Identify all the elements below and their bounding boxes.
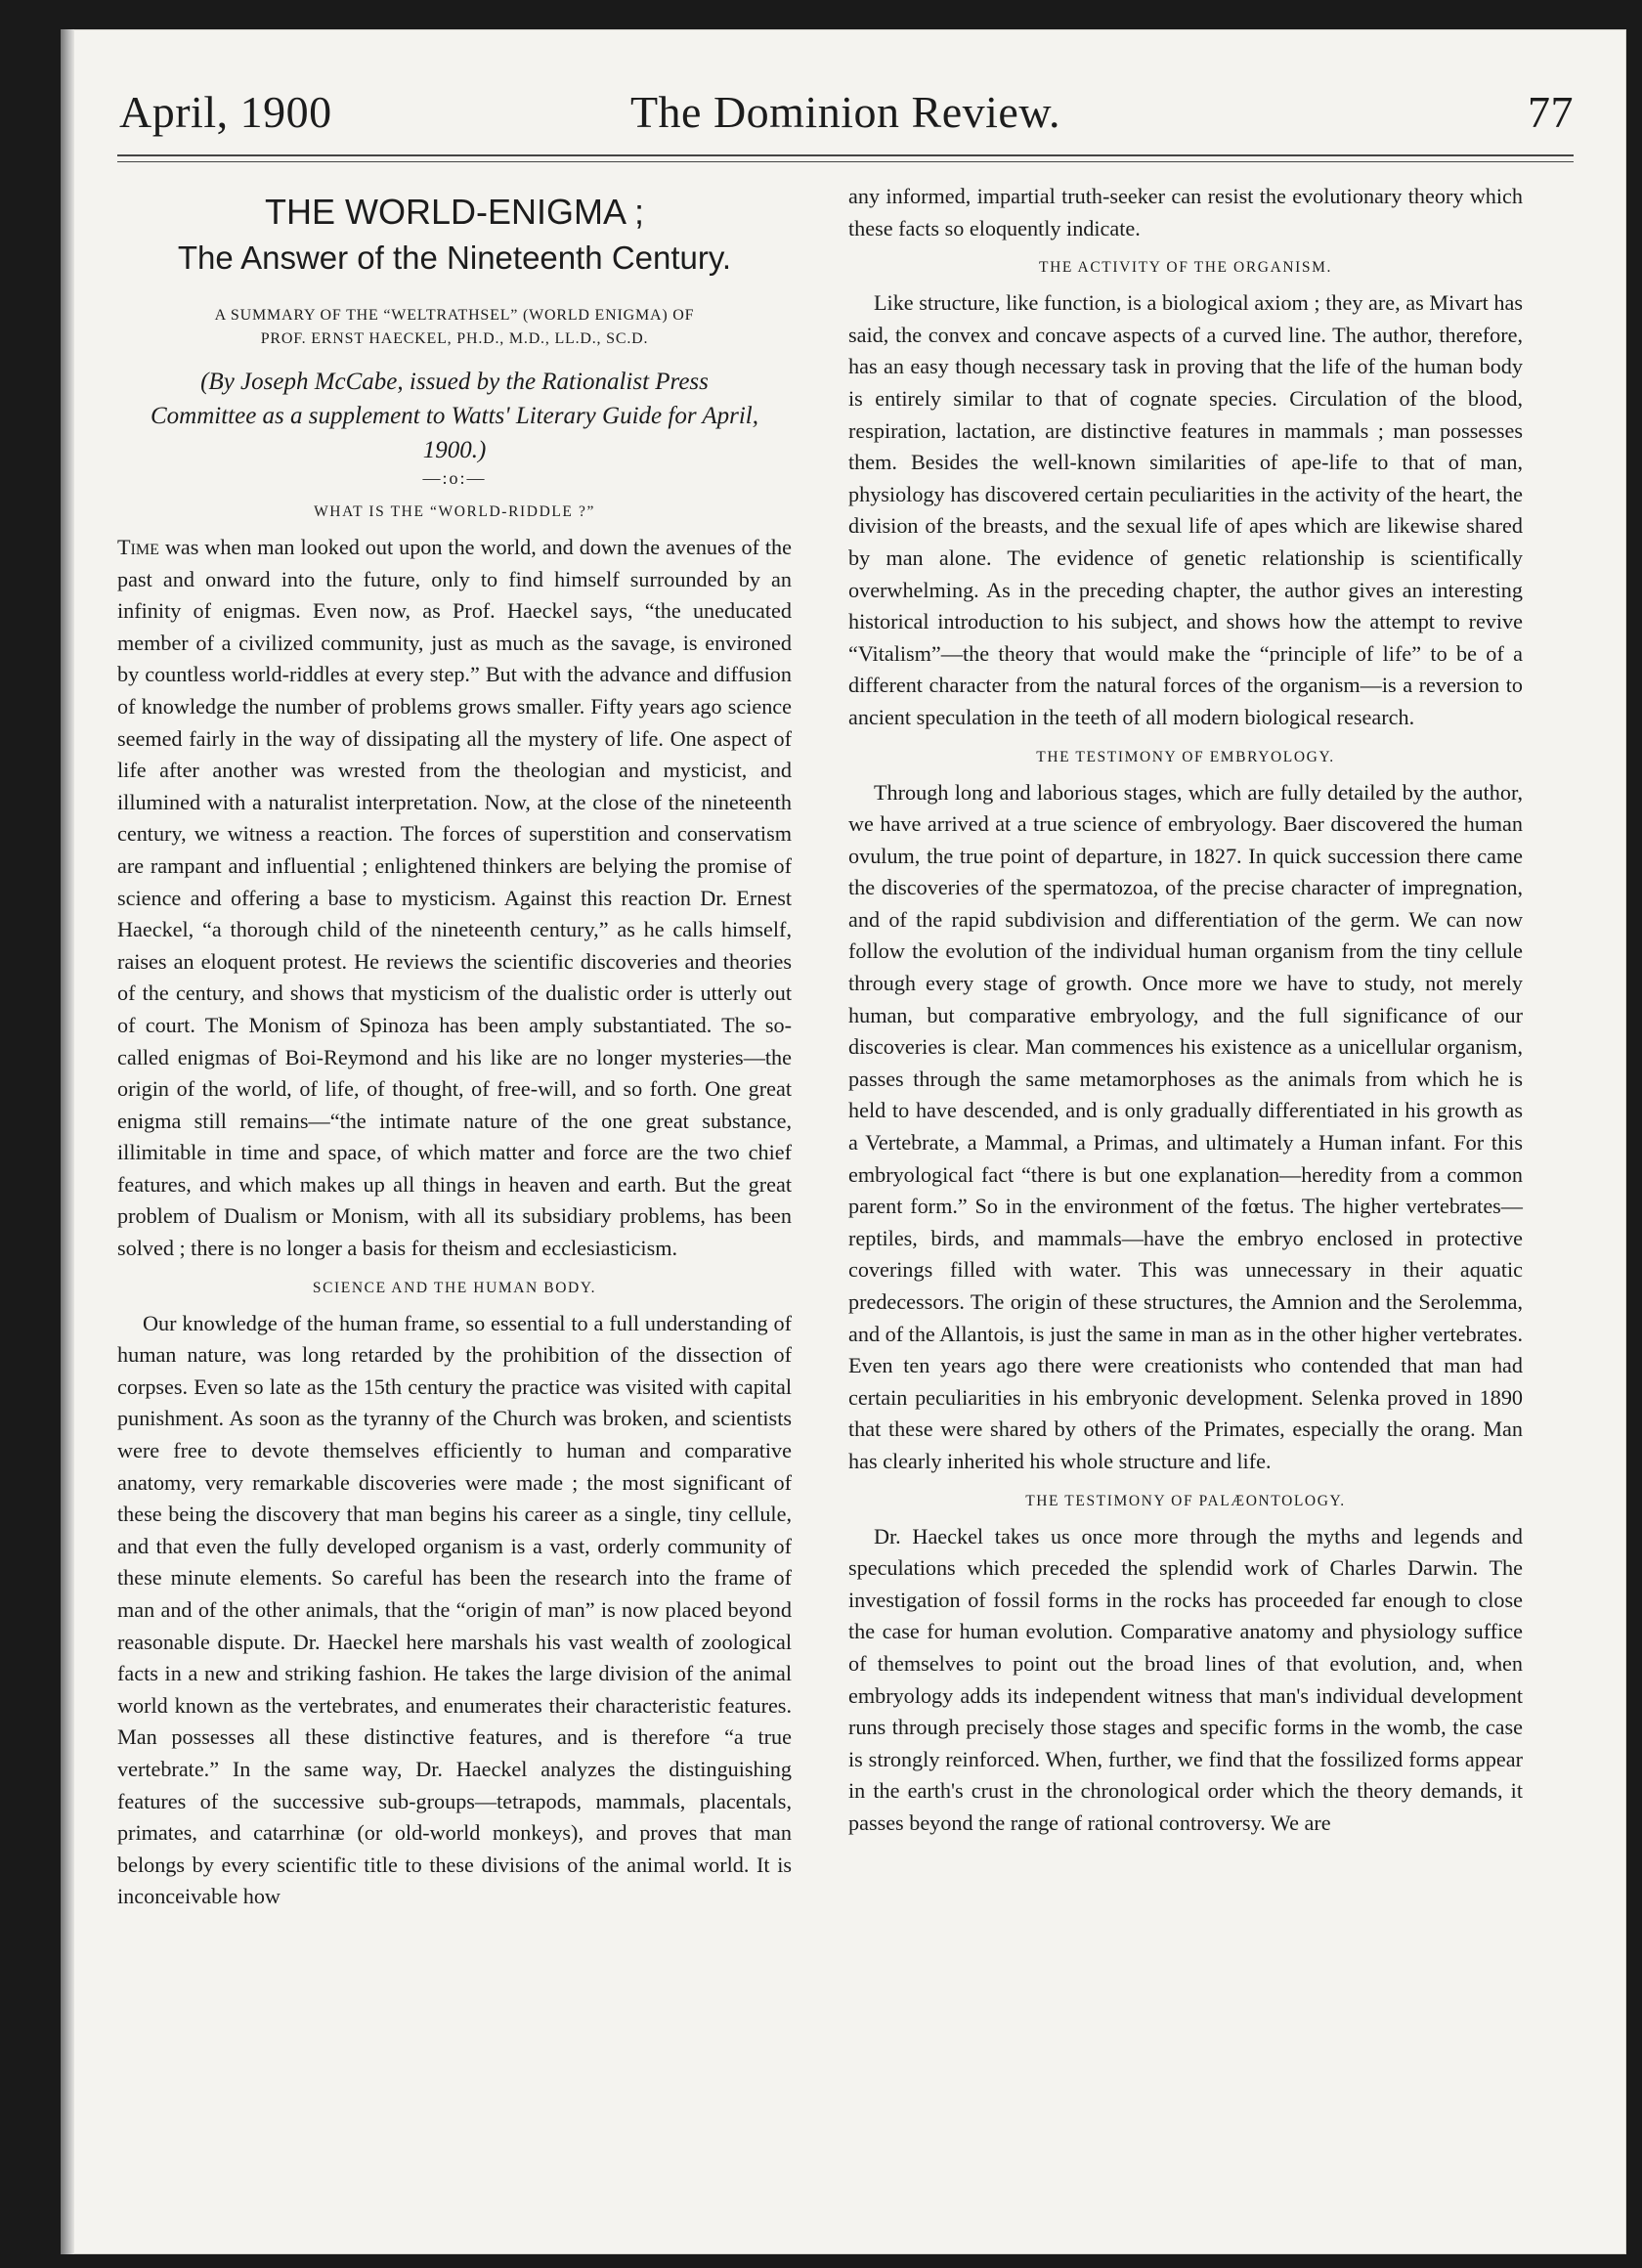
header-publication: The Dominion Review. bbox=[629, 87, 1061, 137]
header-date: April, 1900 bbox=[119, 87, 332, 137]
section-heading-palaeontology: THE TESTIMONY OF PALÆONTOLOGY. bbox=[1025, 1492, 1346, 1509]
section-heading-activity-organism: THE ACTIVITY OF THE ORGANISM. bbox=[1039, 259, 1332, 277]
article-subtitle: The Answer of the Nineteenth Century. bbox=[177, 240, 732, 276]
section-body-world-riddle bbox=[117, 532, 792, 1265]
article-title: THE WORLD-ENIGMA ; bbox=[264, 192, 645, 232]
page-spine-shadow bbox=[61, 29, 74, 2254]
section-heading-human-body: SCIENCE AND THE HUMAN BODY. bbox=[312, 1279, 597, 1296]
section-body-human-body-continued: any informed, impartial truth-seeker can resist the evolutionary theory which these facts so eloquently indicate. bbox=[848, 184, 1523, 240]
left-column bbox=[117, 181, 792, 1913]
section-body-human-body: Our knowledge of the human frame, so essential to a full understanding of human nature, was long retarded by the prohibition of the dissection of corpses. Even so late as the 15th century the practice was visited with capital punishment. As soon as the tyranny of the Church was broken, and scientists were free to devote themselves efficiently to human and comparative anatomy, very remarkable discoveries were made ; the most significant of these being the discovery that man begins his career as a single, tiny cellule, and that even the fully developed organism is a vast, orderly community of these minute elements. So careful has been the research into the frame of man and of the other animals, that the “origin of man” is now placed beyond reasonable dispute. Dr. Haeckel here marshals his vast wealth of zoological facts in a new and striking fashion. He takes the large division of the animal world known as the vertebrates, and enumerates their characteristic features. Man possesses all these distinctive features, and is therefore “a true vertebrate.” In the same way, Dr. Haeckel analyzes the distinguishing features of the successive sub-groups—tetrapods, mammals, placentals, primates, and catarrhinæ (or old-world monkeys), and proves that man belongs by every scientific title to these divisions of the animal world. It is inconceivable how bbox=[117, 1310, 792, 1909]
article-summary bbox=[137, 304, 772, 351]
section-body-world-riddle-text: was when man looked out upon the world, and down the avenues of the past and onward into the future, only to find himself surrounded by an infinity of enigmas. Even now, as Prof. Haeckel says, “the uneducated member of a civilized community, just as much as the savage, is environed by countless world-riddles at every step.” But with the advance and diffusion of knowledge the number of problems grows smaller. Fifty years ago science seemed fairly in the way of dissipating all the mystery of life. One aspect of life after another was wrested from the theologian and mysticist, and illumined with a naturalist interpretation. Now, at the close of the nineteenth century, we witness a reaction. The forces of superstition and conservatism are rampant and influential ; enlightened thinkers are belying the promise of science and offering a base to mysticism. Against this reaction Dr. Ernest Haeckel, “a thorough child of the nineteenth century,” as he calls himself, raises an eloquent protest. He reviews the scientific discoveries and theories of the century, and shows that mysticism of the dualistic order is utterly out of court. The Monism of Spinoza has been amply substantiated. The so-called enigmas of Boi-Reymond and his like are no longer mysteries—the origin of the world, of life, of thought, of free-will, and so forth. One great enigma still remains—“the intimate nature of the one great substance, illimitable in time and space, of which matter and force are the two chief features, and which makes up all things in heaven and earth. But the great problem of Dualism or Monism, with all its subsidiary problems, has been solved ; there is no longer a basis for theism and ecclesiasticism. bbox=[117, 535, 792, 1261]
summary-line-1: A SUMMARY OF THE “WELTRATHSEL” (WORLD ENIGMA) OF bbox=[214, 307, 695, 324]
section-heading-embryology: THE TESTIMONY OF EMBRYOLOGY. bbox=[1036, 748, 1335, 765]
running-header bbox=[117, 59, 1574, 147]
section-body-palaeontology: Dr. Haeckel takes us once more through the myths and legends and speculations which preceded the splendid work of Charles Darwin. The investigation of fossil forms in the rocks has proceeded far enough to close the case for human evolution. Comparative anatomy and physiology suffice of themselves to point out the broad lines of that evolution, and, when embryology adds its independent witness that man's individual development runs through precisely those stages and specific forms in the womb, the case is strongly reinforced. When, further, we find that the fossilized forms appear in the earth's crust in the chronological order which the theory demands, it passes beyond the range of rational controversy. We are bbox=[848, 1523, 1523, 1835]
drop-word: Time bbox=[117, 535, 159, 559]
header-page-number: 77 bbox=[1528, 87, 1574, 137]
right-column bbox=[848, 181, 1523, 1840]
article-byline: (By Joseph McCabe, issued by the Rationalist Press Committee as a supplement to Watts' Literary Guide for April, 1900.) bbox=[150, 369, 758, 463]
summary-line-2: PROF. ERNST HAECKEL, PH.D., M.D., LL.D., SC.D. bbox=[260, 330, 649, 347]
section-body-activity-organism: Like structure, like function, is a biological axiom ; they are, as Mivart has said, the convex and concave aspects of a curved line. The author, therefore, has an easy though necessary task in proving that the life of the human body is entirely similar to that of cognate species. Circulation of the blood, respiration, lactation, are distinctive features in mammals ; man possesses them. Besides the well-known similarities of ape-life to that of man, physiology has discovered certain peculiarities in the activity of the heart, the division of the breasts, and the sexual life of apes which are likewise shared by man alone. The evidence of genetic relationship is scientifically overwhelming. As in the preceding chapter, the author gives an interesting historical introduction to his subject, and shows how the attempt to revive “Vitalism”—the theory that would make the “principle of life” to be of a different character from the natural forces of the organism—is a reversion to ancient speculation in the teeth of all modern biological research. bbox=[848, 290, 1523, 729]
ornament-divider: —:o:— bbox=[422, 468, 487, 488]
header-double-rule bbox=[117, 154, 1574, 162]
magazine-page bbox=[61, 29, 1626, 2254]
section-heading-world-riddle: WHAT IS THE “WORLD-RIDDLE ?” bbox=[314, 503, 595, 520]
section-body-embryology: Through long and laborious stages, which are fully detailed by the author, we have arrived at a true science of embryology. Baer discovered the human ovulum, the true point of departure, in 1827. In quick succession there came the discoveries of the spermatozoa, of the precise character of impregnation, and of the rapid subdivision and differentiation of the germ. We can now follow the evolution of the individual human organism from the tiny cellule through every stage of growth. Once more we have to study, not merely human, but comparative embryology, and the full significance of our discoveries is clear. Man commences his existence as a unicellular organism, passes through the same metamorphoses as the animals from which he is held to have descended, and is only gradually differentiated in his growth as a Vertebrate, a Mammal, a Primas, and ultimately a Human infant. For this embryological fact “there is but one explanation—heredity from a common parent form.” So in the environment of the fœtus. The higher vertebrates—reptiles, birds, and mammals—have the embryo enclosed in protective coverings filled with water. This was unnecessary in their aquatic predecessors. The origin of these structures, the Amnion and the Serolemma, and of the Allantois, is just the same in man as in the other higher vertebrates. Even ten years ago there were creationists who contended that man had certain peculiarities in his embryonic development. Selenka proved in 1890 that these were shared by others of the Primates, especially the orang. Man has clearly inherited his whole structure and life. bbox=[848, 779, 1523, 1473]
